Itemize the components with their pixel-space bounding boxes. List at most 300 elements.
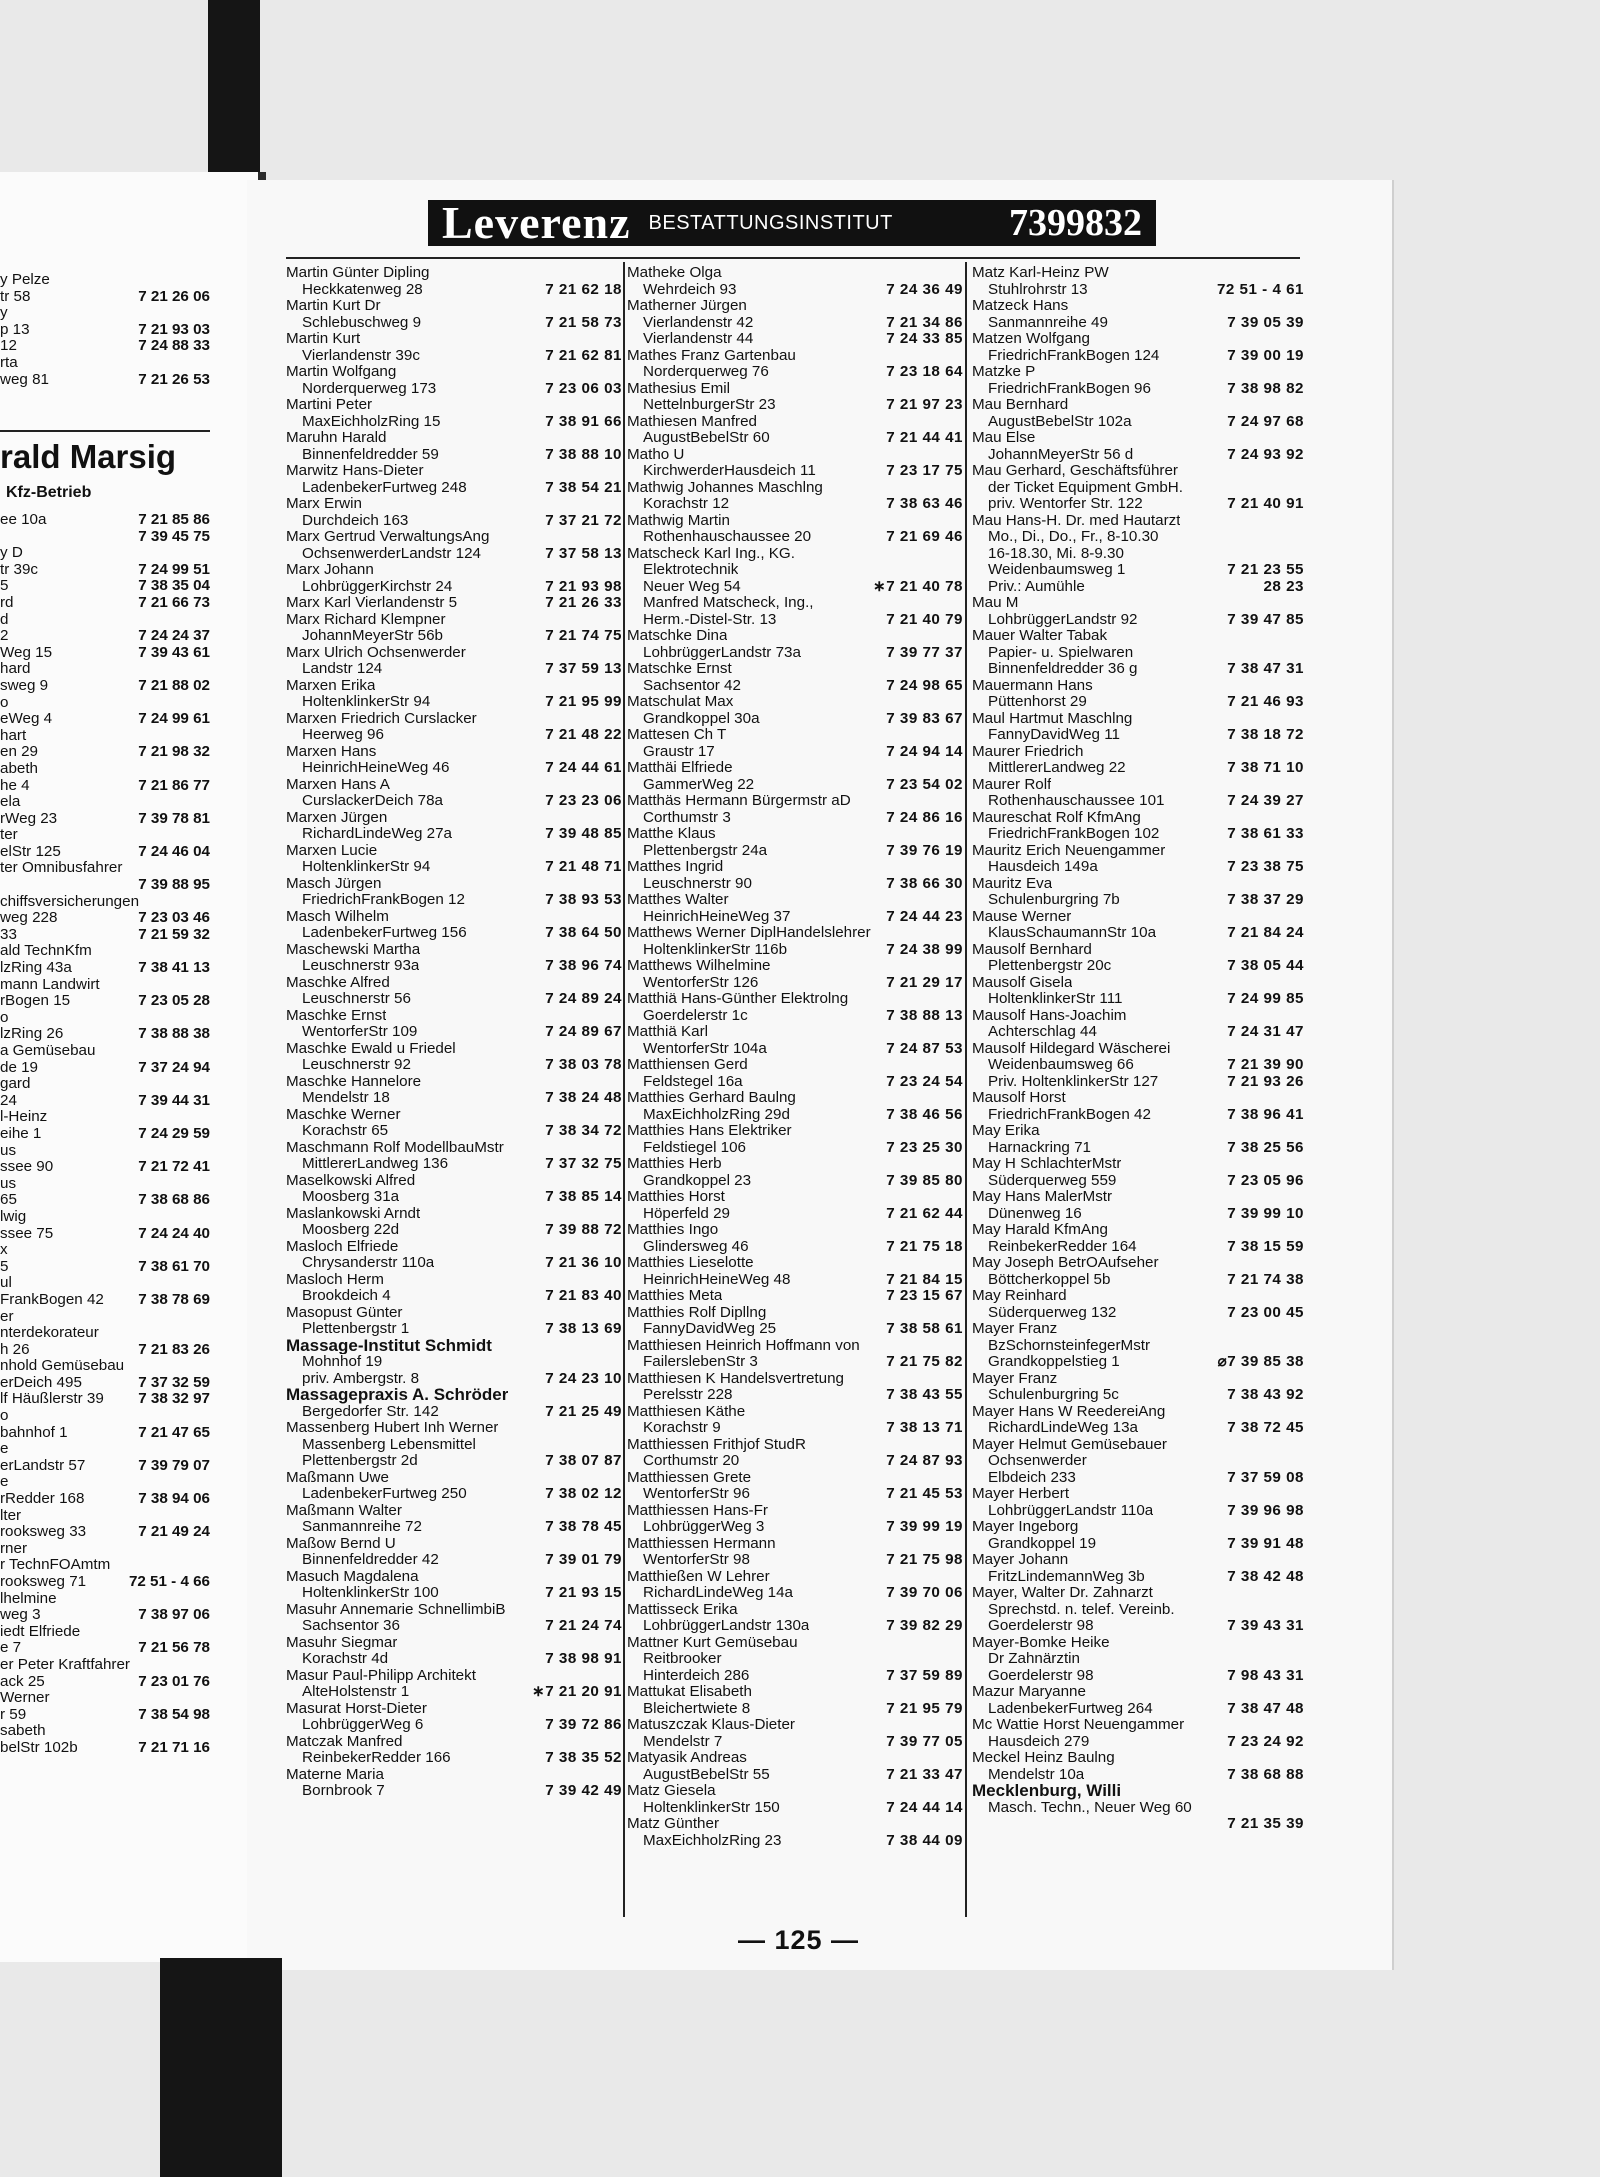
directory-entry (286, 562, 622, 579)
directory-entry (627, 1602, 963, 1619)
entry-phone: 7 38 64 50 (545, 924, 622, 941)
directory-entry (286, 1387, 622, 1404)
entry-phone: 7 21 93 15 (545, 1584, 622, 1601)
entry-phone: 7 39 05 39 (1227, 313, 1304, 331)
entry-text: WentorferStr 98 (643, 1552, 750, 1568)
entry-text: Manfred Matscheck, Ing., (643, 595, 814, 611)
entry-text: Mendelstr 7 (643, 1733, 723, 1750)
entry-phone: 7 39 83 67 (886, 709, 963, 727)
directory-entry (972, 661, 1304, 678)
directory-entry (627, 1750, 963, 1767)
advertisement-banner (428, 197, 1156, 248)
directory-entry (286, 1074, 622, 1091)
entry-text: Heerweg 96 (302, 727, 384, 743)
entry-text: Sanmannreihe 72 (302, 1519, 422, 1535)
entry-text: ssee 75 (0, 1224, 54, 1242)
entry-phone: 7 38 63 46 (886, 495, 963, 512)
directory-entry (0, 977, 210, 994)
entry-text: Maßow Bernd U (286, 1535, 396, 1552)
entry-text: Matyasik Andreas (627, 1750, 747, 1766)
entry-phone: 7 38 24 48 (545, 1089, 622, 1106)
entry-phone: 7 21 62 18 (545, 280, 622, 298)
directory-column-1 (286, 265, 622, 1925)
directory-entry (0, 1159, 210, 1176)
entry-text: Masopust Günter (286, 1304, 403, 1321)
entry-text: Goerdelerstr 98 (988, 1618, 1094, 1634)
directory-entry (972, 1536, 1304, 1553)
directory-entry (972, 958, 1304, 975)
directory-entry (627, 876, 963, 893)
entry-text: KlausSchaumannStr 10a (988, 925, 1157, 941)
directory-entry (0, 1474, 210, 1491)
entry-phone: 7 21 29 17 (886, 973, 963, 991)
directory-entry (0, 612, 210, 629)
directory-entry (972, 694, 1304, 711)
entry-phone: 7 21 97 23 (886, 396, 963, 413)
directory-entry (972, 1519, 1304, 1536)
entry-text: FailerslebenStr 3 (643, 1354, 758, 1370)
entry-text: Rothenhauschaussee 101 (988, 793, 1165, 809)
entry-text: der Ticket Equipment GmbH. (988, 479, 1183, 496)
directory-entry (972, 381, 1304, 398)
directory-entry (0, 1574, 210, 1591)
entry-text: bahnhof 1 (0, 1423, 68, 1441)
entry-phone: 7 21 34 86 (886, 313, 963, 331)
entry-text: Massenberg Lebensmittel (302, 1436, 476, 1453)
directory-entry (0, 1275, 210, 1292)
entry-text: Korachstr 65 (302, 1123, 389, 1139)
entry-text: Chrysanderstr 110a (302, 1255, 435, 1271)
entry-phone: 7 37 32 75 (545, 1155, 622, 1172)
entry-text: May Harald KfmAng (972, 1222, 1108, 1238)
entry-phone: 7 24 88 33 (138, 337, 210, 355)
directory-entry (972, 678, 1304, 695)
entry-text: Mayer Hans W ReedereiAng (972, 1403, 1166, 1420)
entry-text: Marwitz Hans-Dieter (286, 463, 424, 479)
directory-entry (0, 1723, 210, 1740)
entry-text: May Hans MalerMstr (972, 1189, 1113, 1205)
entry-phone: 7 38 46 56 (886, 1105, 963, 1123)
entry-text: Glindersweg 46 (643, 1238, 749, 1255)
directory-entry (286, 331, 622, 348)
entry-phone: 72 51 - 4 61 (1216, 280, 1304, 298)
directory-entry (627, 1057, 963, 1074)
entry-phone: 7 38 71 10 (1227, 759, 1304, 776)
directory-entry (972, 1437, 1304, 1454)
directory-entry (286, 892, 622, 909)
entry-text: FriedrichFrankBogen 96 (988, 380, 1151, 397)
entry-text: Martin Kurt Dr (286, 298, 381, 314)
entry-phone: 7 24 24 37 (138, 627, 210, 645)
directory-entry (972, 1255, 1304, 1272)
entry-phone: 7 39 48 85 (545, 825, 622, 842)
directory-entry (0, 322, 210, 339)
banner-phone: 7399832 (1009, 202, 1142, 244)
directory-entry (286, 348, 622, 365)
entry-text: Marxen Jürgen (286, 809, 388, 826)
entry-text: lhelmine (0, 1589, 57, 1607)
entry-text: Mayer Herbert (972, 1486, 1070, 1502)
directory-entry (0, 1458, 210, 1475)
entry-phone: 7 24 46 04 (138, 842, 210, 860)
entry-text: Massage-Institut Schmidt (286, 1337, 492, 1354)
entry-text: Maschke Ernst (286, 1007, 387, 1024)
entry-phone: 7 21 66 73 (138, 593, 210, 611)
entry-phone: 7 38 68 88 (1227, 1765, 1304, 1783)
directory-entry (286, 1536, 622, 1553)
entry-phone: 7 21 62 44 (886, 1204, 963, 1222)
directory-entry (0, 1524, 210, 1541)
entry-text: he 4 (0, 776, 30, 794)
entry-phone: 7 24 23 10 (545, 1369, 622, 1387)
header-rule (286, 257, 1300, 259)
directory-entry (627, 1123, 963, 1140)
entry-text: Matthews Wilhelmine (627, 958, 771, 974)
entry-text: LadenbekerFurtweg 264 (988, 1700, 1153, 1717)
directory-entry (627, 1800, 963, 1817)
directory-entry (627, 760, 963, 777)
directory-entry (286, 1107, 622, 1124)
entry-text: Matz Karl-Heinz PW (972, 265, 1109, 281)
directory-entry (627, 694, 963, 711)
directory-entry (627, 1074, 963, 1091)
entry-text: AugustBebelStr 55 (643, 1766, 770, 1783)
entry-text: Mattner Kurt Gemüsebau (627, 1634, 798, 1651)
directory-entry (286, 381, 622, 398)
entry-text: Mause Werner (972, 908, 1072, 925)
directory-entry (627, 1173, 963, 1190)
entry-phone: 7 21 83 26 (138, 1340, 210, 1358)
directory-entry (972, 1585, 1304, 1602)
entry-text: FriedrichFrankBogen 12 (302, 892, 465, 908)
entry-phone: 28 23 (1263, 577, 1304, 595)
entry-phone: 7 23 54 02 (886, 775, 963, 793)
directory-entry (0, 1607, 210, 1624)
entry-text: Matthies Lieselotte (627, 1255, 754, 1271)
directory-entry (0, 910, 210, 927)
entry-phone: 7 23 18 64 (886, 363, 963, 380)
directory-entry (286, 1783, 622, 1800)
entry-text: Maschke Hannelore (286, 1073, 422, 1090)
entry-text: Schlebuschweg 9 (302, 314, 422, 331)
entry-phone: 7 23 03 46 (138, 909, 210, 927)
entry-text: Bleichertwiete 8 (643, 1700, 751, 1717)
directory-entry (972, 942, 1304, 959)
entry-phone: 7 23 06 03 (545, 379, 622, 397)
entry-text: LadenbekerFurtweg 250 (302, 1486, 467, 1502)
directory-entry (972, 1140, 1304, 1157)
directory-entry (286, 282, 622, 299)
directory-entry (286, 1668, 622, 1685)
directory-entry (286, 1486, 622, 1503)
directory-entry (286, 975, 622, 992)
entry-phone: 7 38 98 91 (545, 1650, 622, 1667)
directory-entry (627, 595, 963, 612)
entry-text: May Joseph BetrOAufseher (972, 1255, 1159, 1271)
entry-text: Matthiessen Grete (627, 1469, 752, 1486)
entry-phone: 7 39 99 10 (1227, 1204, 1304, 1222)
directory-entry (286, 1404, 622, 1421)
directory-entry (972, 298, 1304, 315)
entry-phone: 7 39 91 48 (1227, 1534, 1304, 1552)
directory-entry (286, 1024, 622, 1041)
directory-entry (972, 1618, 1304, 1635)
directory-entry (0, 778, 210, 795)
directory-entry (972, 744, 1304, 761)
entry-text: KirchwerderHausdeich 11 (643, 463, 816, 479)
directory-entry (972, 1239, 1304, 1256)
directory-entry (0, 289, 210, 306)
entry-text: Mayer Franz (972, 1321, 1058, 1337)
entry-text: LohbrüggerWeg 6 (302, 1717, 424, 1733)
entry-text: ReinbekerRedder 166 (302, 1750, 451, 1766)
directory-entry (627, 496, 963, 513)
entry-text: LohbrüggerLandstr 130a (643, 1618, 810, 1634)
directory-entry (627, 645, 963, 662)
entry-text: Mendelstr 10a (988, 1766, 1085, 1783)
entry-phone: 7 21 44 41 (886, 429, 963, 446)
entry-phone: 7 21 86 77 (138, 776, 210, 794)
directory-entry (972, 579, 1304, 596)
entry-text: lter (0, 1506, 22, 1524)
entry-text: ssee 90 (0, 1158, 54, 1176)
entry-text: ter (0, 826, 18, 844)
entry-text: Durchdeich 163 (302, 512, 409, 529)
directory-entry (972, 1651, 1304, 1668)
directory-entry (627, 1206, 963, 1223)
directory-entry (627, 1107, 963, 1124)
entry-phone: 7 21 95 99 (545, 693, 622, 710)
entry-phone: 7 23 17 75 (886, 462, 963, 479)
entry-text: Vierlandenstr 39c (302, 347, 420, 364)
directory-entry (627, 513, 963, 530)
left-page-divider (0, 430, 210, 432)
entry-text: Mo., Di., Do., Fr., 8-10.30 (988, 529, 1159, 545)
directory-entry (286, 1750, 622, 1767)
directory-entry (0, 562, 210, 579)
entry-text: Masloch Herm (286, 1271, 384, 1288)
entry-text: Sachsentor 36 (302, 1618, 400, 1634)
entry-phone: 7 38 13 71 (886, 1419, 963, 1436)
entry-text: Maselkowski Alfred (286, 1172, 416, 1189)
entry-phone: 7 21 74 75 (545, 627, 622, 644)
entry-text: Graustr 17 (643, 743, 715, 760)
entry-phone: 7 24 93 92 (1227, 445, 1304, 463)
entry-phone: 7 24 29 59 (138, 1124, 210, 1142)
directory-entry (627, 1684, 963, 1701)
entry-text: FritzLindemannWeg 3b (988, 1568, 1145, 1585)
directory-entry (627, 562, 963, 579)
entry-phone: 7 38 91 66 (545, 412, 622, 430)
entry-text: us (0, 1174, 17, 1192)
entry-text: Matthiessen Frithjof StudR (627, 1436, 806, 1453)
entry-phone: 7 39 96 98 (1227, 1501, 1304, 1519)
directory-entry (627, 678, 963, 695)
entry-text: OchsenwerderLandstr 124 (302, 545, 481, 562)
entry-phone: 7 38 96 41 (1227, 1105, 1304, 1123)
entry-text: FriedrichFrankBogen 102 (988, 826, 1160, 842)
entry-phone: 7 21 88 02 (138, 676, 210, 694)
directory-entry (0, 1541, 210, 1558)
entry-text: Matthe Klaus (627, 826, 716, 842)
directory-entry (286, 513, 622, 530)
entry-text: rBogen 15 (0, 992, 71, 1010)
directory-entry (972, 414, 1304, 431)
directory-entry (286, 1057, 622, 1074)
directory-entry (627, 282, 963, 299)
directory-entry (0, 1740, 210, 1757)
directory-entry (286, 777, 622, 794)
entry-phone: 7 24 87 93 (886, 1452, 963, 1469)
entry-text: Masurat Horst-Dieter (286, 1700, 427, 1717)
entry-phone: 7 37 24 94 (138, 1058, 210, 1076)
entry-text: LohbrüggerLandstr 110a (988, 1502, 1154, 1519)
entry-phone: 7 38 35 52 (545, 1749, 622, 1766)
entry-text: Matthews Werner DiplHandelslehrer (627, 925, 871, 941)
entry-text: Matthies Ingo (627, 1222, 719, 1238)
directory-entry (972, 1486, 1304, 1503)
entry-text: Masuhr Siegmar (286, 1634, 398, 1651)
entry-text: y D (0, 544, 23, 562)
directory-entry (972, 1387, 1304, 1404)
entry-text: de 19 (0, 1058, 39, 1076)
entry-text: Norderquerweg 173 (302, 380, 437, 397)
directory-entry (286, 1585, 622, 1602)
entry-text: Binnenfeldredder 59 (302, 446, 439, 463)
directory-entry (286, 1651, 622, 1668)
entry-text: Matthies Rolf Dipllng (627, 1304, 767, 1321)
entry-phone: 7 38 54 21 (545, 478, 622, 496)
entry-text: HoltenklinkerStr 94 (302, 694, 431, 710)
entry-phone: 7 21 25 49 (545, 1402, 622, 1420)
entry-phone: 7 38 66 30 (886, 874, 963, 892)
directory-entry (972, 1503, 1304, 1520)
entry-text: Hausdeich 279 (988, 1733, 1090, 1750)
entry-phone: 7 38 78 69 (138, 1290, 210, 1308)
entry-phone: 7 38 68 86 (138, 1191, 210, 1209)
entry-text: HeinrichHeineWeg 46 (302, 760, 450, 776)
directory-entry (286, 1272, 622, 1289)
entry-text: Feldstiegel 106 (643, 1139, 747, 1156)
entry-text: Höperfeld 29 (643, 1205, 730, 1222)
directory-entry (0, 1143, 210, 1160)
entry-text: Matz Giesela (627, 1783, 716, 1799)
directory-entry (286, 1222, 622, 1239)
entry-phone: 7 38 32 97 (138, 1390, 210, 1408)
entry-text: abeth (0, 759, 39, 777)
entry-text: Matthiesen K Handelsvertretung (627, 1370, 844, 1387)
directory-entry (627, 1816, 963, 1833)
entry-phone: 7 98 43 31 (1227, 1666, 1304, 1684)
column-rule-1 (623, 262, 625, 1917)
entry-phone: 7 21 40 79 (886, 610, 963, 628)
directory-entry (0, 1491, 210, 1508)
directory-entry (286, 1239, 622, 1256)
directory-entry (972, 810, 1304, 827)
directory-entry (286, 760, 622, 777)
column-rule-2 (965, 262, 967, 1917)
entry-phone: 7 21 59 32 (138, 925, 210, 943)
entry-phone: 7 21 93 03 (138, 320, 210, 338)
entry-text: Perelsstr 228 (643, 1387, 733, 1403)
directory-entry (972, 645, 1304, 662)
entry-phone: 7 21 72 41 (138, 1158, 210, 1176)
directory-entry (0, 1674, 210, 1691)
entry-text: Maul Hartmut Maschlng (972, 710, 1133, 727)
entry-phone: 7 21 35 39 (1227, 1815, 1304, 1832)
entry-phone: 7 23 15 67 (886, 1287, 963, 1304)
entry-text: Mathwig Johannes Maschlng (627, 479, 823, 496)
entry-text: Mayer Ingeborg (972, 1519, 1079, 1535)
entry-text: RichardLindeWeg 14a (643, 1585, 794, 1601)
directory-entry (0, 1508, 210, 1525)
directory-entry (0, 761, 210, 778)
entry-phone: 7 24 98 65 (886, 676, 963, 694)
entry-phone: 7 38 47 31 (1227, 660, 1304, 677)
directory-entry (286, 298, 622, 315)
directory-entry (286, 414, 622, 431)
entry-phone: 7 38 41 13 (138, 959, 210, 977)
entry-text: JohannMeyerStr 56b (302, 628, 443, 644)
directory-entry (627, 1734, 963, 1751)
entry-phone: 7 39 76 19 (886, 841, 963, 859)
directory-entry (627, 1470, 963, 1487)
entry-text: Binnenfeldredder 36 g (988, 661, 1138, 677)
directory-entry (972, 1717, 1304, 1734)
directory-entry (972, 1816, 1304, 1833)
entry-text: sweg 9 (0, 676, 49, 694)
directory-entry (972, 1321, 1304, 1338)
entry-text: Matz Günther (627, 1816, 720, 1832)
entry-phone: 7 24 99 61 (138, 710, 210, 728)
directory-entry (627, 579, 963, 596)
directory-entry (627, 1519, 963, 1536)
entry-text: hart (0, 726, 27, 744)
entry-text: 16-18.30, Mi. 8-9.30 (988, 545, 1124, 562)
directory-entry (286, 826, 622, 843)
entry-text: iedt Elfriede (0, 1622, 81, 1640)
entry-phone: 7 38 18 72 (1227, 726, 1304, 743)
entry-phone: 7 38 35 04 (138, 577, 210, 595)
entry-text: nterdekorateur (0, 1324, 99, 1342)
entry-text: Leuschnerstr 56 (302, 991, 411, 1007)
banner-subtitle: BESTATTUNGSINSTITUT (648, 211, 893, 234)
directory-entry (972, 1701, 1304, 1718)
directory-entry (0, 355, 210, 372)
entry-text: Mausolf Bernhard (972, 941, 1092, 958)
directory-entry (972, 1800, 1304, 1817)
entry-text: r 59 (0, 1705, 27, 1723)
directory-column-2 (627, 265, 963, 1925)
entry-text: h 26 (0, 1340, 30, 1358)
entry-text: mann Landwirt (0, 975, 100, 993)
entry-text: 5 (0, 1257, 9, 1275)
entry-text: Mausolf Hildegard Wäscherei (972, 1040, 1171, 1057)
entry-text: Schulenburgring 7b (988, 892, 1120, 908)
entry-phone: 7 21 85 86 (138, 511, 210, 528)
directory-entry (0, 877, 210, 894)
entry-text: Priv. HoltenklinkerStr 127 (988, 1073, 1159, 1090)
entry-text: nhold Gemüsebau (0, 1357, 125, 1375)
entry-text: Marx Johann (286, 562, 374, 578)
entry-phone: 7 38 03 78 (545, 1056, 622, 1073)
entry-text: Harnackring 71 (988, 1139, 1091, 1156)
entry-phone: 7 39 77 05 (886, 1732, 963, 1750)
directory-entry (972, 1602, 1304, 1619)
entry-text: FannyDavidWeg 11 (988, 727, 1120, 743)
entry-phone: 7 38 85 14 (545, 1188, 622, 1205)
entry-text: Mayer Helmut Gemüsebauer (972, 1436, 1167, 1453)
